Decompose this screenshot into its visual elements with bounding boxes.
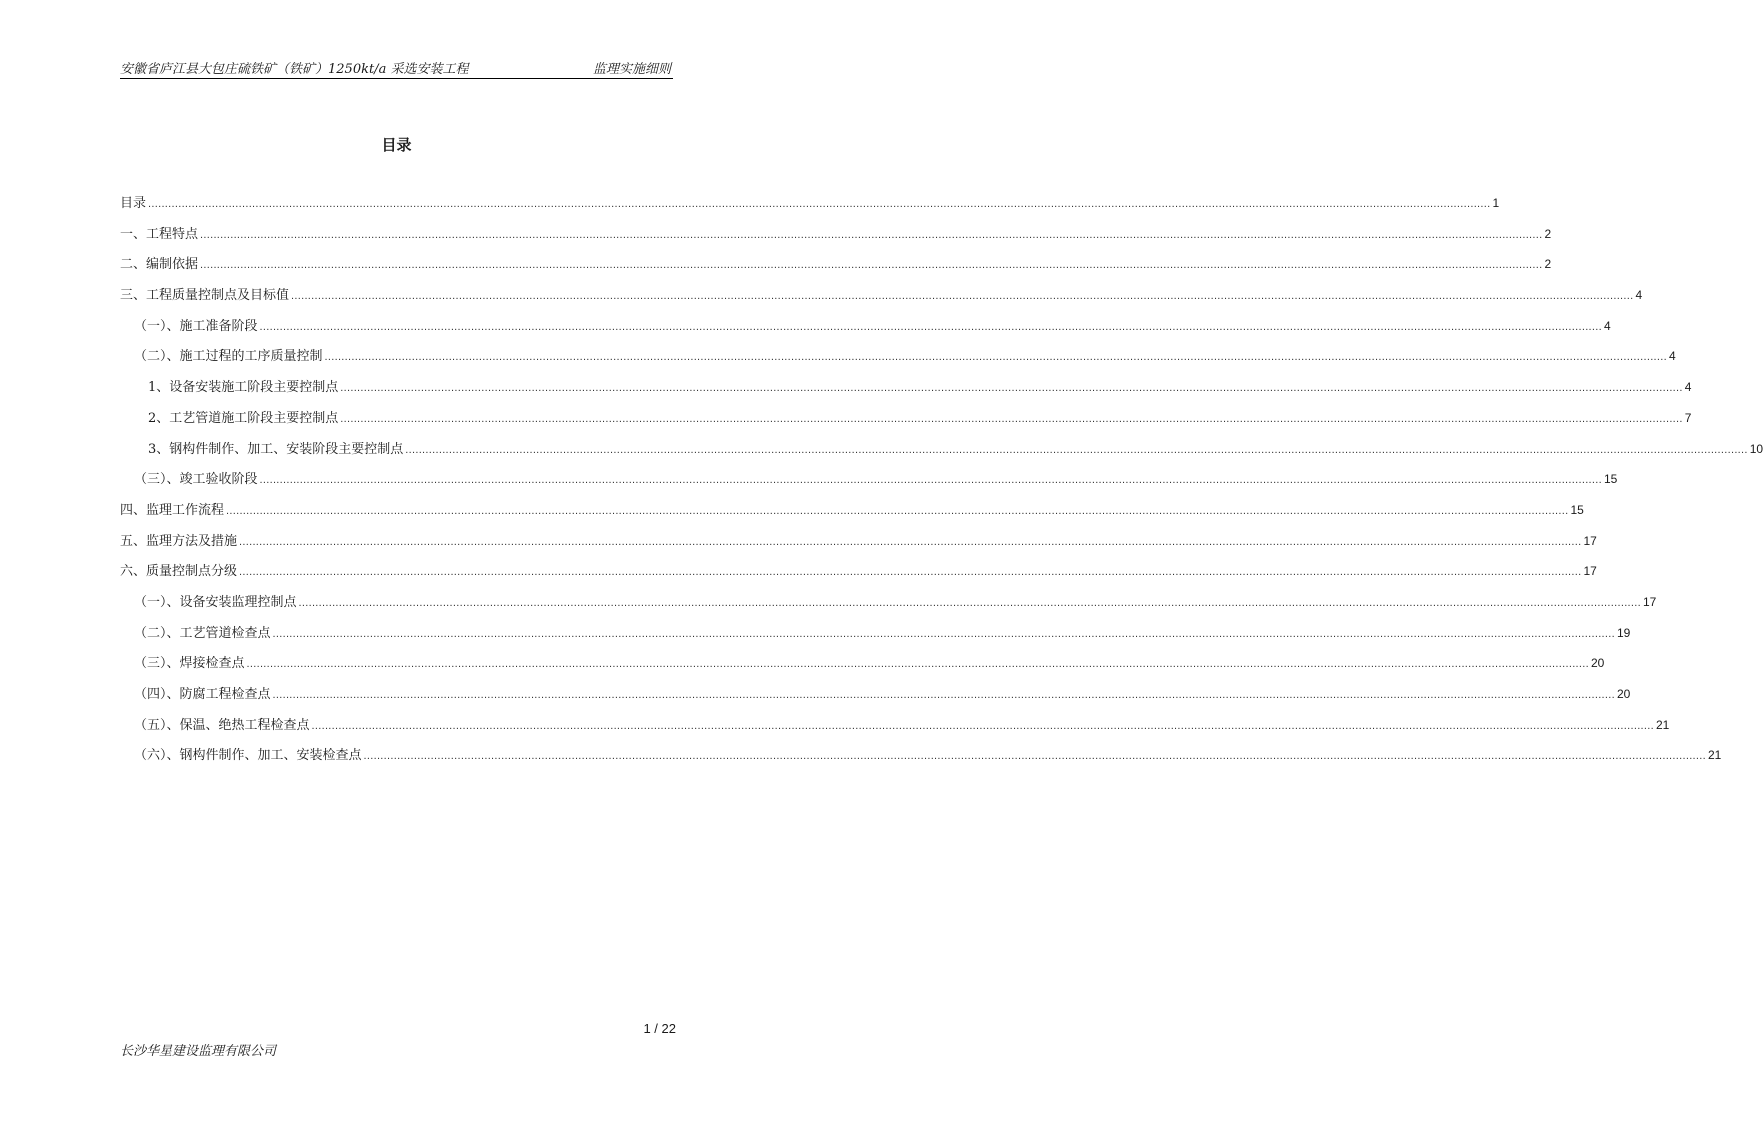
toc-entry-title: 1、设备安装施工阶段主要控制点 — [148, 380, 339, 396]
toc-entry-page: 1 — [1492, 196, 1500, 210]
toc-entry[interactable] — [120, 499, 1584, 530]
toc-entry-title: （一）、施工准备阶段 — [134, 318, 258, 334]
toc-dot-leader: ................................................................................................................................................................................................................................................................................................................................................................................................................ — [298, 596, 1641, 609]
toc-dot-leader: ................................................................................................................................................................................................................................................................................................................................................................................................................ — [291, 290, 1634, 303]
table-of-contents — [120, 192, 1763, 775]
header-project-title: 安徽省庐江县大包庄硫铁矿（铁矿）1250kt/a 采选安装工程 — [120, 62, 469, 77]
toc-entry[interactable] — [120, 468, 1618, 499]
toc-entry-title: （四）、防腐工程检查点 — [134, 687, 271, 702]
toc-entry-title: 一、工程特点 — [120, 226, 199, 242]
toc-entry[interactable] — [120, 223, 1552, 254]
toc-entry-page: 2 — [1544, 226, 1552, 241]
toc-entry-title: 四、监理工作流程 — [120, 502, 225, 518]
toc-entry[interactable] — [120, 253, 1552, 284]
toc-entry-title: 三、工程质量控制点及目标值 — [120, 288, 290, 304]
toc-entry[interactable] — [120, 560, 1597, 591]
toc-entry-page: 21 — [1707, 748, 1722, 763]
toc-entry-page: 21 — [1655, 717, 1670, 732]
header-doc-type: 监理实施细则 — [592, 62, 671, 77]
toc-entry-title: （六）、钢构件制作、加工、安装检查点 — [134, 748, 362, 764]
toc-entry[interactable] — [120, 192, 1500, 223]
toc-dot-leader: ................................................................................................................................................................................................................................................................................................................................................................................................................ — [259, 474, 1602, 487]
toc-dot-leader: ................................................................................................................................................................................................................................................................................................................................................................................................................ — [311, 719, 1654, 732]
toc-entry-page: 17 — [1642, 594, 1657, 609]
footer-company: 长沙华星建设监理有限公司 — [120, 1044, 277, 1059]
page-header — [120, 58, 673, 79]
toc-entry[interactable] — [120, 315, 1611, 346]
toc-dot-leader: ................................................................................................................................................................................................................................................................................................................................................................................................................ — [340, 382, 1683, 395]
toc-dot-leader: ................................................................................................................................................................................................................................................................................................................................................................................................................ — [148, 198, 1491, 210]
toc-entry-title: （二）、工艺管道检查点 — [134, 625, 271, 641]
toc-entry-title: 目录 — [120, 196, 147, 211]
toc-dot-leader: ................................................................................................................................................................................................................................................................................................................................................................................................................ — [239, 535, 1582, 548]
toc-entry-page: 20 — [1590, 656, 1605, 671]
toc-dot-leader: ................................................................................................................................................................................................................................................................................................................................................................................................................ — [259, 320, 1602, 333]
toc-title: 目录 — [381, 136, 412, 154]
toc-entry-title: （二）、施工过程的工序质量控制 — [134, 349, 323, 365]
toc-entry-title: 3、钢构件制作、加工、安装阶段主要控制点 — [148, 441, 404, 457]
toc-entry-title: （三）、焊接检查点 — [134, 656, 245, 672]
toc-entry-title: （五）、保温、绝热工程检查点 — [134, 717, 310, 733]
toc-entry-title: 五、监理方法及措施 — [120, 533, 238, 549]
toc-entry-page: 4 — [1684, 380, 1692, 395]
toc-entry[interactable] — [120, 622, 1631, 653]
toc-entry-page: 20 — [1616, 687, 1631, 701]
toc-dot-leader: ................................................................................................................................................................................................................................................................................................................................................................................................................ — [405, 443, 1748, 456]
toc-entry-title: （三）、竣工验收阶段 — [134, 472, 258, 488]
toc-entry[interactable] — [120, 683, 1631, 714]
toc-entry-page: 4 — [1668, 349, 1676, 364]
toc-entry-page: 2 — [1544, 257, 1552, 272]
toc-dot-leader: ................................................................................................................................................................................................................................................................................................................................................................................................................ — [340, 412, 1683, 425]
toc-entry[interactable] — [120, 376, 1692, 407]
toc-entry[interactable] — [120, 530, 1597, 561]
toc-entry-page: 19 — [1616, 625, 1631, 640]
toc-entry-page: 10 — [1749, 441, 1763, 456]
toc-dot-leader: ................................................................................................................................................................................................................................................................................................................................................................................................................ — [200, 259, 1543, 272]
toc-entry-page: 4 — [1635, 288, 1643, 303]
toc-entry-page: 15 — [1603, 472, 1618, 487]
toc-dot-leader: ................................................................................................................................................................................................................................................................................................................................................................................................................ — [200, 228, 1543, 241]
toc-entry[interactable] — [120, 714, 1670, 745]
toc-entry[interactable] — [120, 407, 1692, 438]
toc-entry[interactable] — [120, 438, 1763, 469]
toc-entry-title: 六、质量控制点分级 — [120, 564, 238, 580]
page-number: 1 / 22 — [643, 1021, 676, 1036]
toc-entry-page: 17 — [1583, 533, 1597, 548]
toc-dot-leader: ................................................................................................................................................................................................................................................................................................................................................................................................................ — [272, 689, 1615, 701]
toc-entry[interactable] — [120, 744, 1722, 775]
toc-entry-page: 15 — [1570, 502, 1584, 517]
toc-entry[interactable] — [120, 652, 1605, 683]
toc-entry-title: 2、工艺管道施工阶段主要控制点 — [148, 410, 339, 426]
toc-entry-title: 二、编制依据 — [120, 257, 199, 273]
toc-dot-leader: ................................................................................................................................................................................................................................................................................................................................................................................................................ — [226, 504, 1569, 517]
toc-dot-leader: ................................................................................................................................................................................................................................................................................................................................................................................................................ — [324, 351, 1667, 364]
toc-entry-page: 4 — [1603, 318, 1611, 333]
toc-dot-leader: ................................................................................................................................................................................................................................................................................................................................................................................................................ — [363, 750, 1706, 763]
toc-entry[interactable] — [120, 591, 1657, 622]
toc-entry-page: 7 — [1684, 410, 1692, 425]
toc-entry[interactable] — [120, 345, 1676, 376]
toc-dot-leader: ................................................................................................................................................................................................................................................................................................................................................................................................................ — [246, 658, 1589, 671]
toc-entry-title: （一）、设备安装监理控制点 — [134, 594, 297, 610]
toc-dot-leader: ................................................................................................................................................................................................................................................................................................................................................................................................................ — [239, 566, 1582, 579]
toc-entry-page: 17 — [1583, 564, 1597, 579]
toc-entry[interactable] — [120, 284, 1643, 315]
toc-dot-leader: ................................................................................................................................................................................................................................................................................................................................................................................................................ — [272, 627, 1615, 640]
